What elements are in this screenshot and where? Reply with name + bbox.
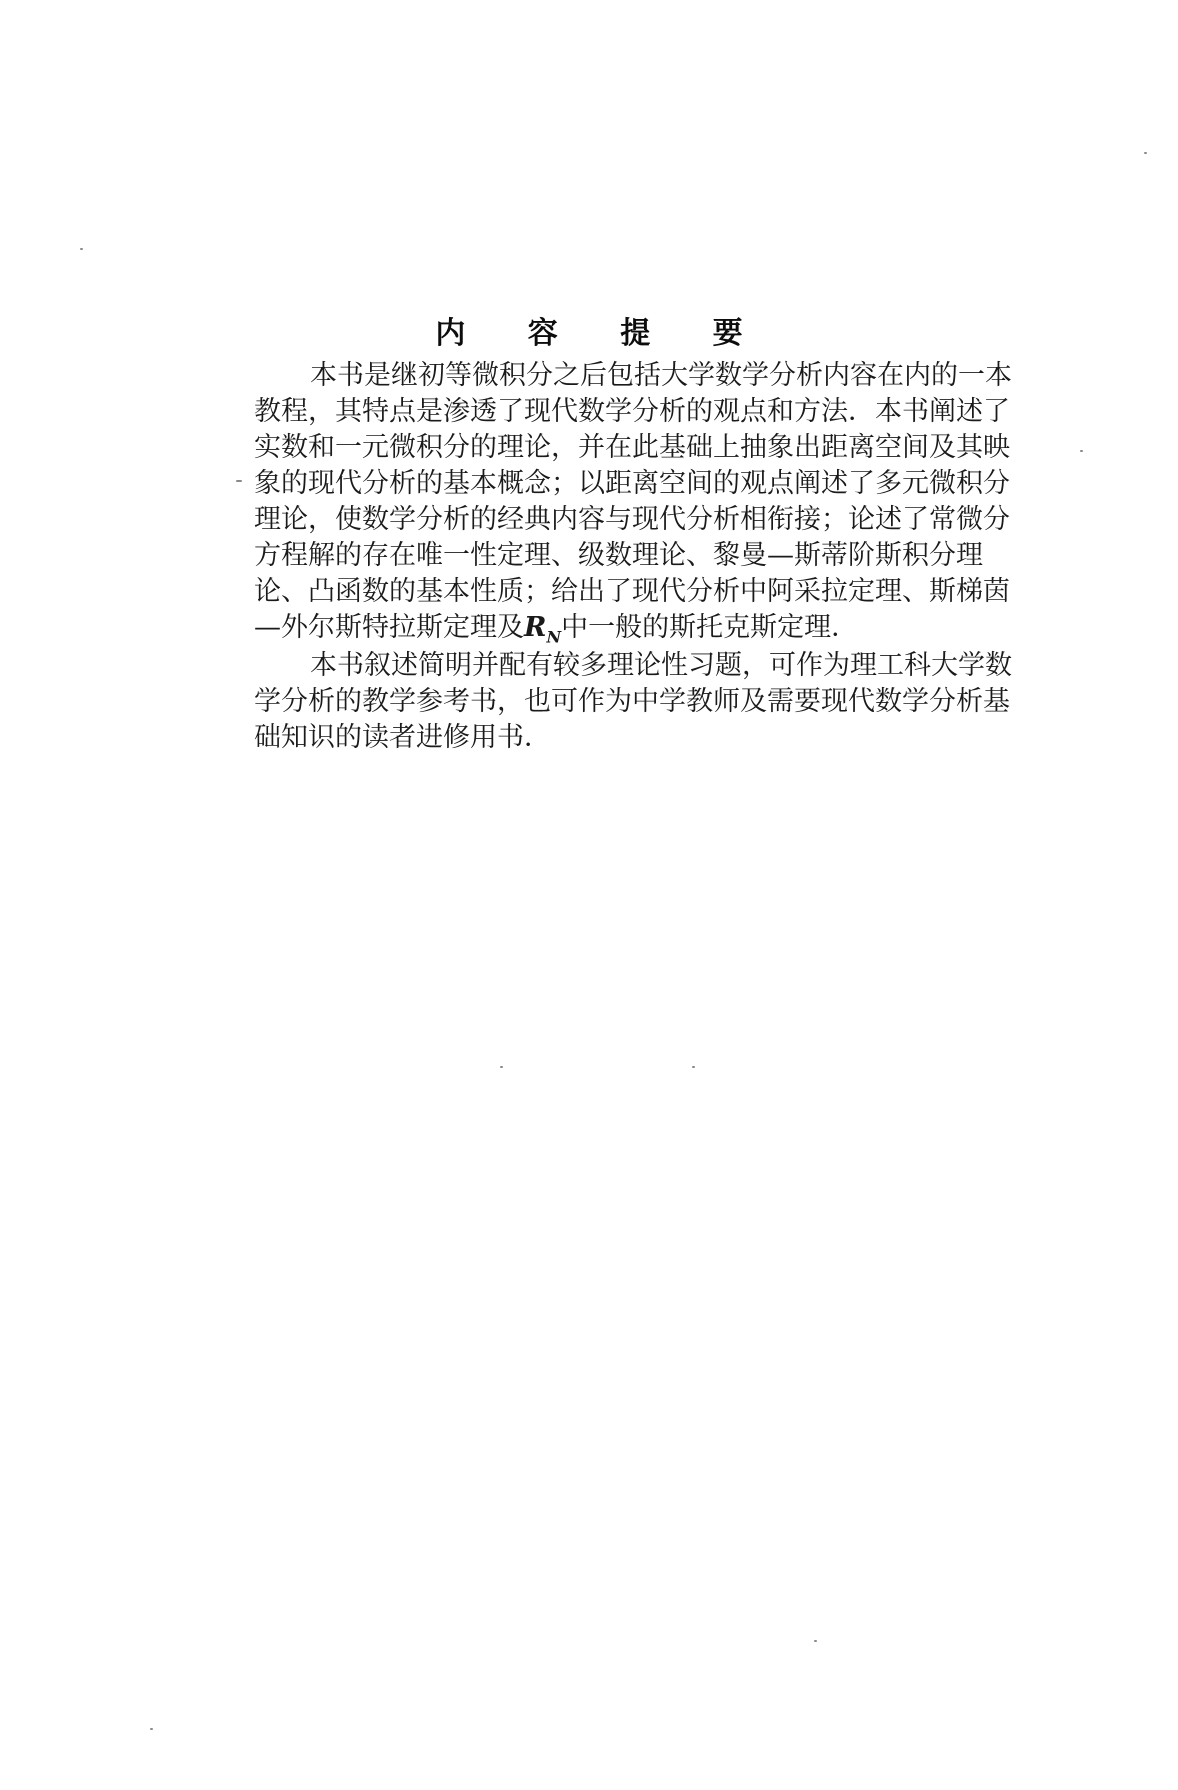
section-heading: 内 容 提 要 [435,316,769,351]
scan-speck [1144,152,1147,154]
scan-speck [814,1640,817,1642]
text-line: 理论，使数学分析的经典内容与现代分析相衔接；论述了常微分 [254,504,1010,535]
scan-speck [236,480,242,482]
scan-speck [80,248,83,250]
scan-speck [1080,450,1083,452]
text-line: —外尔斯特拉斯定理及$R_N$中一般的斯托克斯定理． [254,612,859,647]
scan-speck [150,1728,153,1730]
text-line: 象的现代分析的基本概念；以距离空间的观点阐述了多元微积分 [254,468,1010,499]
text-line: 学分析的教学参考书，也可作为中学教师及需要现代数学分析基 [254,686,1010,717]
math-symbol-r-n: $R_N$ [524,612,562,647]
text-line: 方程解的存在唯一性定理、级数理论、黎曼—斯蒂阶斯积分理 [254,540,983,571]
text-line: 础知识的读者进修用书． [254,722,551,753]
text-line: 教程，其特点是渗透了现代数学分析的观点和方法．本书阐述了 [254,396,1010,427]
text-line: 论、凸函数的基本性质；给出了现代分析中阿采拉定理、斯梯茵 [254,576,1010,607]
text-line: 本书是继初等微积分之后包括大学数学分析内容在内的一本 [310,360,1012,391]
scan-speck [500,1066,503,1068]
scan-speck [692,1066,695,1068]
text-line: 本书叙述简明并配有较多理论性习题，可作为理工科大学数 [310,650,1012,681]
text-line: 实数和一元微积分的理论，并在此基础上抽象出距离空间及其映 [254,432,1010,463]
